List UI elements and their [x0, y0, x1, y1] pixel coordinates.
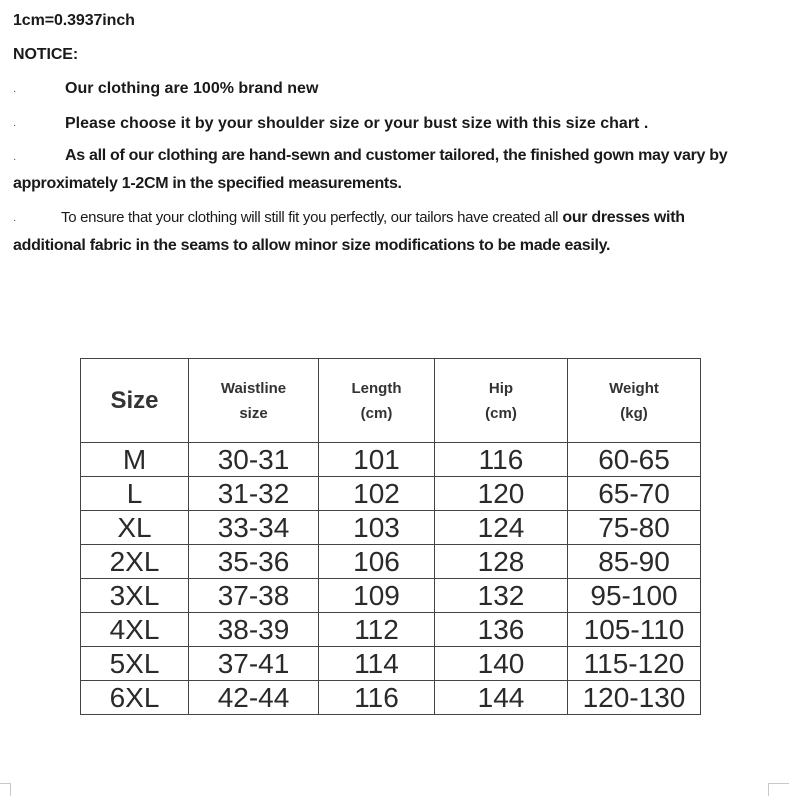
notice-item-3: [13, 142, 743, 198]
header-weight-line1: Weight: [609, 379, 659, 397]
unit-conversion: 1cm=0.3937inch: [13, 12, 135, 29]
notice-item-4-light: To ensure that your clothing will still fit you perfectly, our tailors have created all: [61, 209, 559, 226]
cell-size: M: [81, 443, 189, 477]
header-hip-line1: Hip: [488, 379, 514, 397]
notice-item-3-text: As all of our clothing are hand-sewn and customer tailored, the finished gown may vary by approximately 1-2CM in the specified measurements.: [13, 147, 728, 192]
size-chart-table: [80, 358, 701, 715]
cell-waistline: 38-39: [189, 613, 319, 647]
cell-weight: 75-80: [568, 511, 701, 545]
cell-waistline: 30-31: [189, 443, 319, 477]
cell-length: 102: [319, 477, 435, 511]
table-header-row: [81, 359, 701, 443]
header-hip: [435, 359, 568, 443]
notice-title: NOTICE:: [13, 46, 79, 63]
cell-hip: 140: [435, 647, 568, 681]
table-row: [81, 511, 701, 545]
cell-hip: 136: [435, 613, 568, 647]
header-waistline-line2: size: [239, 404, 268, 422]
table-row: [81, 443, 701, 477]
table-row: [81, 681, 701, 715]
cell-size: 3XL: [81, 579, 189, 613]
notice-item-4-bold: our dresses with additional fabric in the seams to allow minor size modifications to be made easily.: [13, 209, 685, 254]
header-weight-line2: (kg): [620, 404, 648, 422]
table-row: [81, 477, 701, 511]
bullet-3: ·: [13, 154, 17, 165]
notice-item-2: Please choose it by your shoulder size or your bust size with this size chart .: [65, 115, 649, 132]
header-waistline-line1: Waistline: [220, 379, 287, 397]
cell-length: 112: [319, 613, 435, 647]
bullet-4: ·: [13, 215, 17, 226]
cell-size: 4XL: [81, 613, 189, 647]
cell-hip: 132: [435, 579, 568, 613]
table-row: [81, 647, 701, 681]
cell-waistline: 37-41: [189, 647, 319, 681]
cell-length: 109: [319, 579, 435, 613]
table-row: [81, 545, 701, 579]
cell-weight: 105-110: [568, 613, 701, 647]
cell-waistline: 37-38: [189, 579, 319, 613]
cell-weight: 120-130: [568, 681, 701, 715]
header-size: [81, 359, 189, 443]
cell-weight: 85-90: [568, 545, 701, 579]
cell-waistline: 33-34: [189, 511, 319, 545]
cell-hip: 144: [435, 681, 568, 715]
header-hip-line2: (cm): [485, 404, 517, 422]
header-waistline: [189, 359, 319, 443]
bullet-1: ·: [13, 86, 17, 97]
cell-length: 114: [319, 647, 435, 681]
page-corner-mark-right: [768, 783, 789, 796]
header-length: [319, 359, 435, 443]
cell-length: 116: [319, 681, 435, 715]
cell-length: 101: [319, 443, 435, 477]
cell-weight: 115-120: [568, 647, 701, 681]
cell-hip: 120: [435, 477, 568, 511]
cell-size: 5XL: [81, 647, 189, 681]
cell-size: XL: [81, 511, 189, 545]
table-row: [81, 579, 701, 613]
notice-item-1: Our clothing are 100% brand new: [65, 80, 319, 97]
cell-weight: 65-70: [568, 477, 701, 511]
cell-waistline: 31-32: [189, 477, 319, 511]
bullet-2: ·: [13, 120, 17, 131]
cell-weight: 60-65: [568, 443, 701, 477]
cell-weight: 95-100: [568, 579, 701, 613]
cell-waistline: 35-36: [189, 545, 319, 579]
page-corner-mark-left: [0, 783, 11, 796]
cell-size: 2XL: [81, 545, 189, 579]
notice-item-4: [13, 204, 743, 260]
header-length-line1: Length: [351, 379, 402, 397]
header-weight: [568, 359, 701, 443]
cell-size: L: [81, 477, 189, 511]
cell-size: 6XL: [81, 681, 189, 715]
cell-length: 103: [319, 511, 435, 545]
cell-hip: 116: [435, 443, 568, 477]
cell-length: 106: [319, 545, 435, 579]
cell-hip: 128: [435, 545, 568, 579]
header-length-line2: (cm): [360, 404, 393, 422]
cell-waistline: 42-44: [189, 681, 319, 715]
header-size-label: Size: [110, 387, 159, 414]
table-row: [81, 613, 701, 647]
cell-hip: 124: [435, 511, 568, 545]
